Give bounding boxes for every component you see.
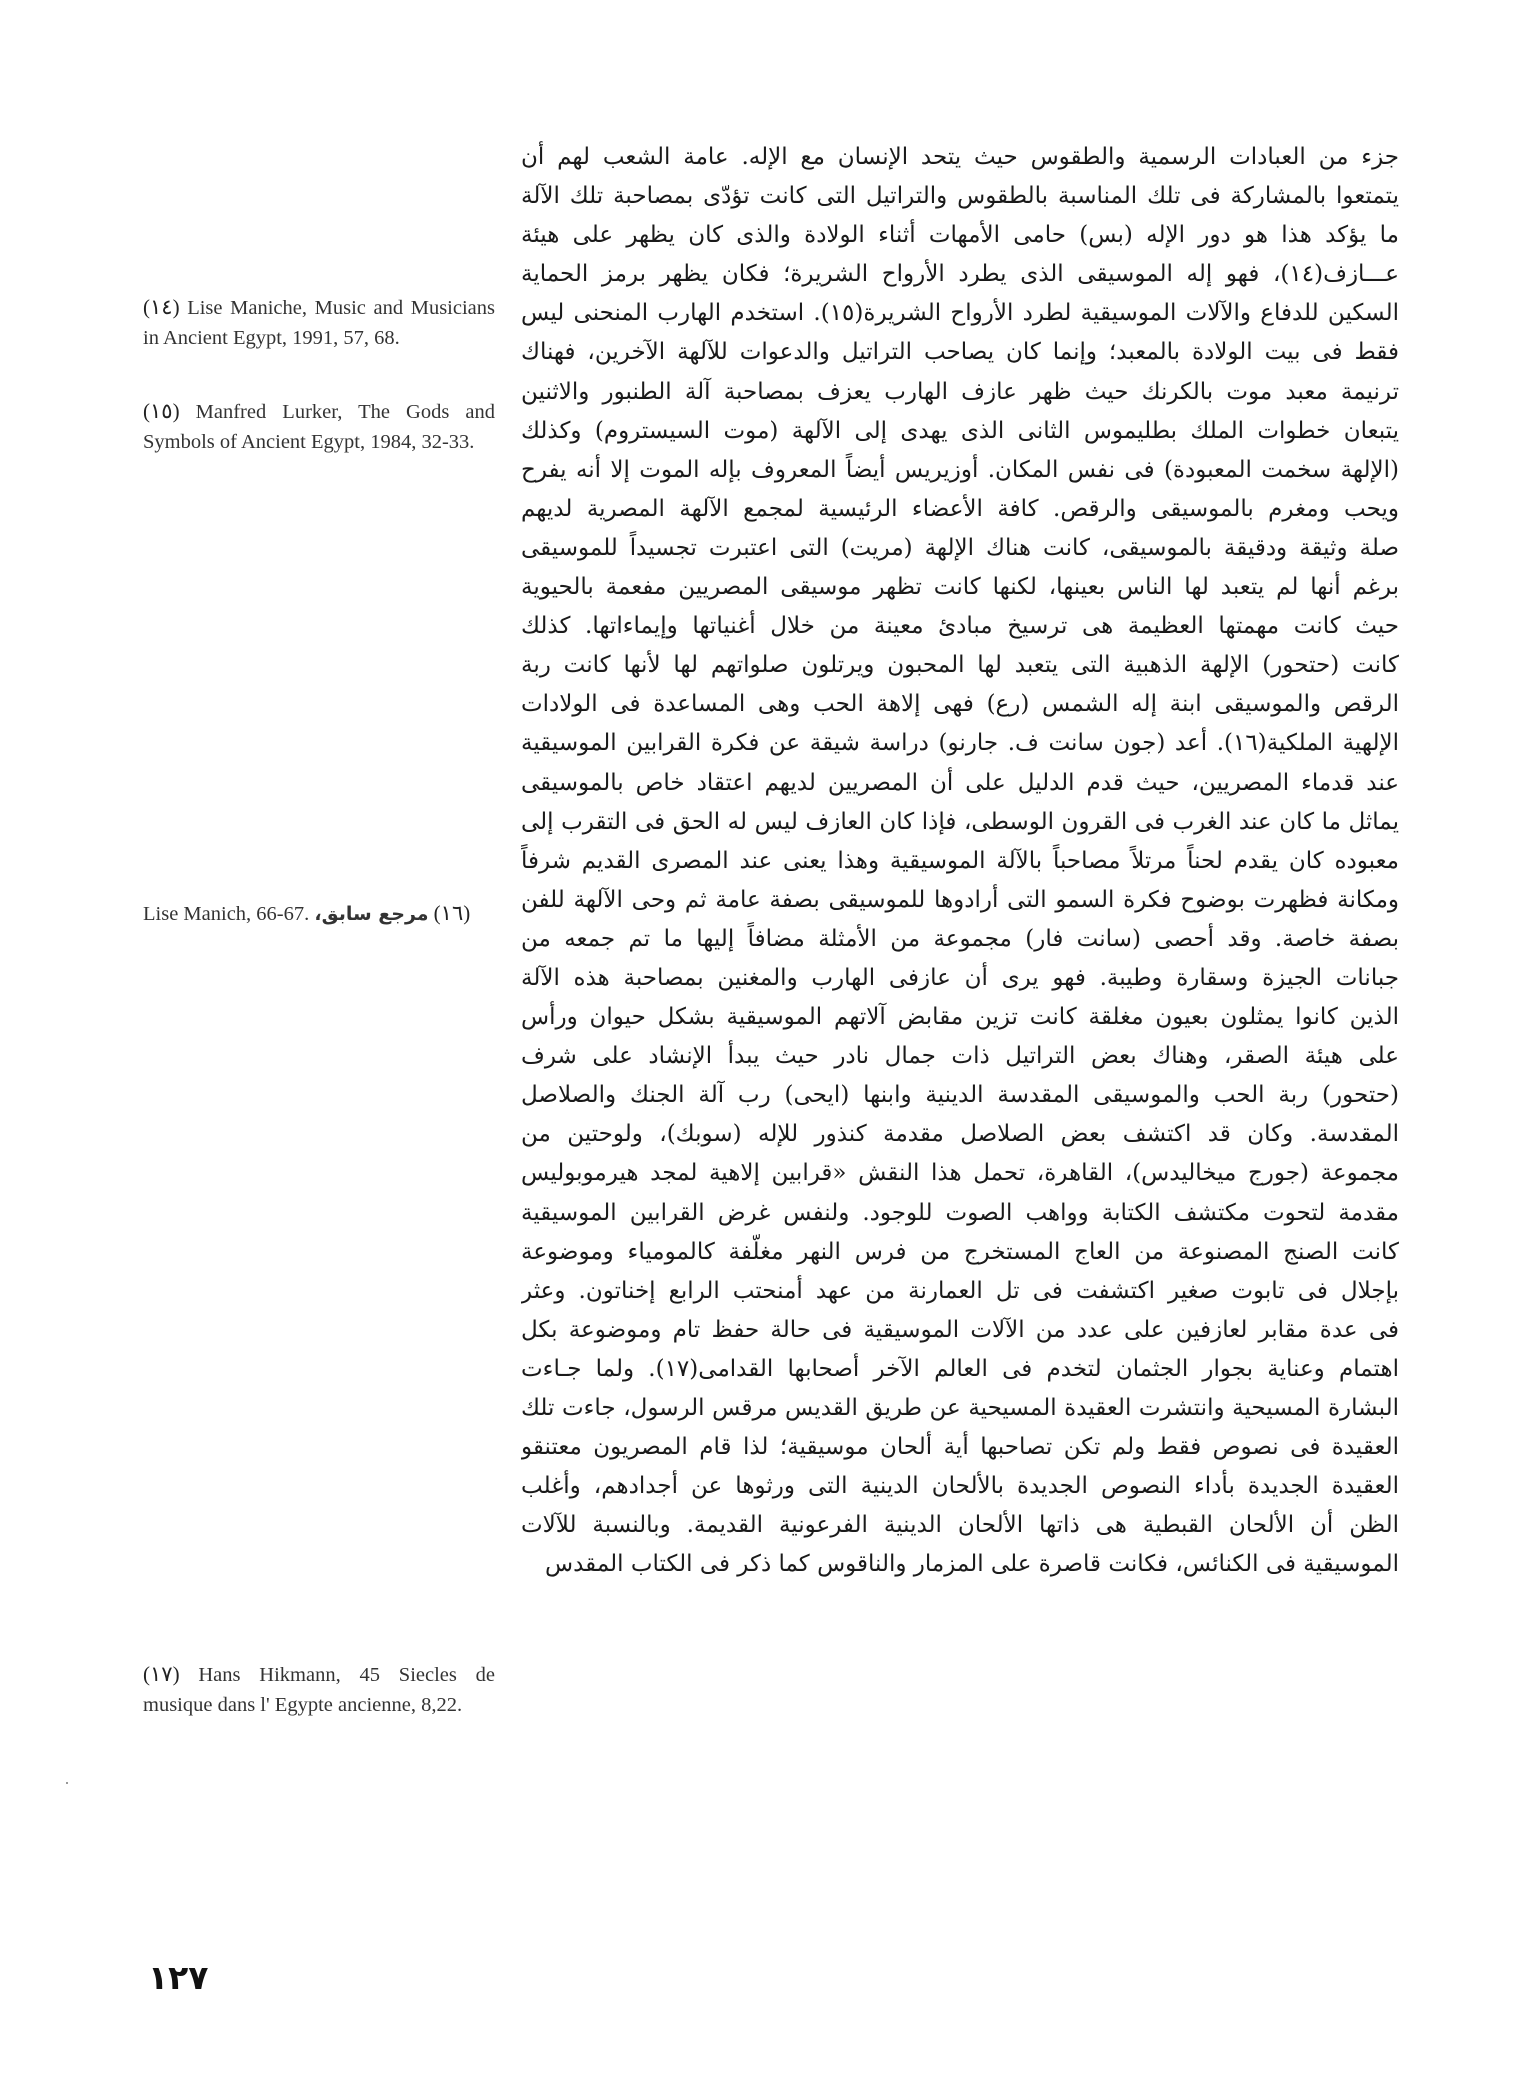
- body-text-line: ترنيمة معبد موت بالكرنك حيث ظهر عازف الهارب يعزف بمصاحبة آلة الطنبور والاثنين: [521, 378, 1399, 405]
- body-text-line: جزء من العبادات الرسمية والطقوس حيث يتحد الإنسان مع الإله. عامة الشعب لهم أن: [521, 144, 1399, 170]
- body-text-line: معبوده كان يقدم لحناً مرتلاً مصاحباً بالآلة الموسيقية وهذا يعنى عند المصرى القديم شرفاً: [521, 847, 1399, 874]
- body-text-line: برغم أنها لم يتعبد لها الناس بعينها، لكنها كانت تظهر موسيقى المصريين مفعمة بالحيوية: [521, 574, 1399, 601]
- footnote-text: Manfred Lurker, The Gods and Symbols of Ancient Egypt, 1984, 32-33.: [143, 401, 495, 453]
- scan-artifact: [66, 1782, 68, 1784]
- body-text-line: الظن أن الألحان القبطية هى ذاتها الألحان الدينية الفرعونية القديمة. وبالنسبة للآلات: [521, 1512, 1399, 1539]
- body-text-line: عند قدماء المصريين، حيث قدم الدليل على أن المصريين لديهم اعتقاد خاص بالموسيقى: [521, 769, 1399, 796]
- body-text-line: اهتمام وعناية بجوار الجثمان لتخدم فى العالم الآخر أصحابها القدامى(١٧). ولما جـاءت: [521, 1355, 1399, 1382]
- body-text-line: على هيئة الصقر، وهناك بعض التراتيل ذات جمال نادر حيث يبدأ الإنشاد على شرف: [521, 1043, 1399, 1070]
- footnote-text: Hans Hikmann, 45 Siecles de musique dans l' Egypte ancienne, 8,22.: [143, 1664, 496, 1716]
- body-text-line: ما يؤكد هذا هو دور الإله (بس) حامى الأمهات أثناء الولادة والذى كان يظهر على هيئة: [521, 222, 1399, 249]
- body-text-line: العقيدة فى نصوص فقط ولم تكن تصاحبها أية ألحان موسيقية؛ لذا قام المصريون معتنقو: [521, 1434, 1399, 1461]
- body-text-line: ويحب ومغرم بالموسيقى والرقص. كافة الأعضاء الرئيسية لمجمع الآلهة المصرية لديهم: [521, 495, 1399, 522]
- main-text-column: [521, 138, 1399, 1584]
- page-number: ١٢٧: [148, 1958, 209, 1997]
- body-text-line: فقط فى بيت الولادة بالمعبد؛ وإنما كان يصاحب التراتيل والدعوات للآلهة الآخرين، فهناك: [521, 339, 1399, 366]
- footnote-number: (١٤): [143, 295, 180, 319]
- body-text-line: يتبعان خطوات الملك بطليموس الثانى الذى يهدى إلى الآلهة (موت السيستروم) وكذلك: [521, 417, 1399, 444]
- body-text-line: العقيدة الجديدة بأداء النصوص الجديدة بالألحان الدينية التى ورثوها عن أجدادهم، وأغلب: [521, 1473, 1399, 1500]
- footnote-number: (١٥): [143, 399, 180, 423]
- body-text-line: الموسيقية فى الكنائس، فكانت قاصرة على المزمار والناقوس كما ذكر فى الكتاب المقدس: [545, 1551, 1399, 1578]
- body-text-line: يماثل ما كان عند الغرب فى القرون الوسطى، فإذا كان العازف ليس له الحق فى التقرب إلى: [521, 808, 1399, 835]
- body-text-line: مقدمة لتحوت مكتشف الكتابة وواهب الصوت للوجود. ولنفس غرض القرابين الموسيقية: [521, 1199, 1399, 1226]
- body-text-line: يتمتعوا بالمشاركة فى تلك المناسبة بالطقوس والتراتيل التى كانت تؤدّى بمصاحبة تلك الآلة: [521, 183, 1399, 210]
- footnote-14: [143, 292, 495, 353]
- body-text-line: جبانات الجيزة وسقارة وطيبة. فهو يرى أن عازفى الهارب والمغنين بمصاحبة هذه الآلة: [521, 964, 1399, 991]
- body-text-line: المقدسة. وكان قد اكتشف بعض الصلاصل مقدمة كنذور للإله (سوبك)، ولوحتين من: [521, 1121, 1399, 1148]
- body-text-line: (حتحور) ربة الحب والموسيقى المقدسة الدينية وابنها (ايحى) رب آلة الجنك والصلاصل: [521, 1082, 1399, 1109]
- body-text-line: حيث كانت مهمتها العظيمة هى ترسيخ مبادئ معينة من خلال أغنياتها وإيماءاتها. كذلك: [521, 613, 1399, 640]
- footnote-16: [143, 898, 495, 929]
- body-text-line: صلة وثيقة ودقيقة بالموسيقى، كانت هناك الإلهة (مريت) التى اعتبرت تجسيداً للموسيقى: [521, 534, 1399, 561]
- body-text-line: مجموعة (جورج ميخاليدس)، القاهرة، تحمل هذا النقش «قرابين إلاهية لمجد هيرموبوليس: [521, 1160, 1399, 1187]
- footnote-number: (١٧): [143, 1662, 180, 1686]
- body-text-line: فى عدة مقابر لعازفين على عدد من الآلات الموسيقية فى حالة حفظ تام وموضوعة بكل: [521, 1316, 1399, 1343]
- body-text-line: عـــازف(١٤)، فهو إله الموسيقى الذى يطرد الأرواح الشريرة؛ فكان يظهر برمز الحماية: [521, 261, 1399, 288]
- footnote-17: [143, 1659, 495, 1720]
- body-text-line: البشارة المسيحية وانتشرت العقيدة المسيحية عن طريق القديس مرقس الرسول، جاءت تلك: [521, 1395, 1399, 1421]
- body-text-line: السكين للدفاع والآلات الموسيقية لطرد الأرواح الشريرة(١٥). استخدم الهارب المنحنى ليس: [521, 300, 1399, 327]
- body-text-line: كانت الصنج المصنوعة من العاج المستخرج من فرس النهر مغلّفة كالمومياء وموضوعة: [521, 1238, 1399, 1265]
- footnote-arabic-ref: مرجع سابق،: [314, 903, 429, 925]
- body-text-line: الذين كانوا يمثلون بعيون مغلقة كانت تزين مقابض آلاتهم الموسيقية بشكل حيوان ورأس: [521, 1004, 1399, 1031]
- footnote-text: Lise Maniche, Music and Musicians in Ancient Egypt, 1991, 57, 68.: [143, 297, 496, 349]
- body-text-line: كانت (حتحور) الإلهة الذهبية التى يتعبد لها المحبون ويرتلون صلواتهم لها لأنها كانت ربة: [521, 652, 1399, 679]
- footnote-text: Lise Manich, 66-67.: [143, 903, 310, 925]
- body-text-line: الرقص والموسيقى ابنة إله الشمس (رع) فهى إلاهة الحب وهى المساعدة فى الولادات: [521, 691, 1399, 718]
- body-text-line: بصفة خاصة. وقد أحصى (سانت فار) مجموعة من الأمثلة مضافاً إليها ما تم جمعه من: [521, 925, 1399, 952]
- body-text-line: الإلهية الملكية(١٦). أعد (جون سانت ف. جارنو) دراسة شيقة عن فكرة القرابين الموسيقية: [521, 730, 1399, 757]
- body-text-line: بإجلال فى تابوت صغير اكتشفت فى تل العمارنة من عهد أمنحتب الرابع إخناتون. وعثر: [521, 1277, 1399, 1304]
- footnote-15: [143, 396, 495, 457]
- footnote-number: (١٦): [433, 901, 471, 925]
- body-text-line: (الإلهة سخمت المعبودة) فى نفس المكان. أوزيريس أيضاً المعروف بإله الموت إلا أنه يفرح: [521, 456, 1399, 483]
- body-text-line: ومكانة فظهرت بوضوح فكرة السمو التى أرادوها للموسيقى بصفة عامة ثم وحى الآلهة للفن: [521, 886, 1399, 913]
